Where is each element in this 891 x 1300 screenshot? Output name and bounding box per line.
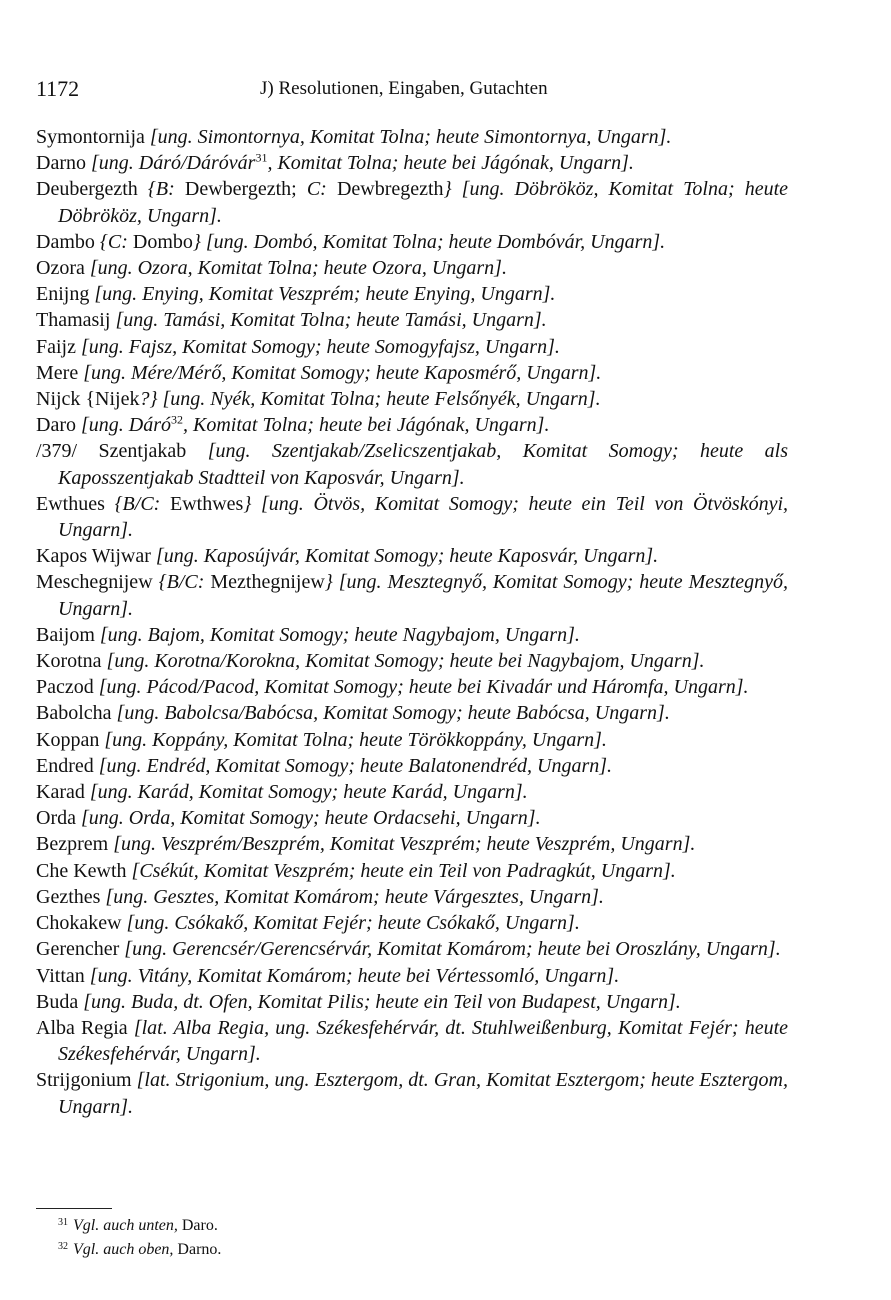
place-name: Strijgonium	[36, 1069, 132, 1092]
editorial-note: [lat. Strigonium, ung. Esztergom, dt. Gran, Komitat Esztergom; heute Esztergom, Ungarn].	[58, 1069, 788, 1118]
footnote-number: 31	[58, 1217, 68, 1228]
place-name: Thamasij	[36, 309, 111, 332]
list-item	[36, 989, 788, 1015]
editorial-note: [ung. Dáró	[80, 414, 171, 437]
list-item	[36, 910, 788, 936]
list-item	[36, 150, 788, 176]
place-name: Ewthues	[36, 492, 105, 515]
place-name: Ozora	[36, 257, 85, 280]
place-name: Orda	[36, 807, 76, 830]
place-name: Darno	[36, 152, 86, 175]
editorial-note: [ung. Endréd, Komitat Somogy; heute Balatonendréd, Ungarn].	[98, 754, 613, 777]
list-item	[36, 438, 788, 490]
variant-reading: Dewbregezth	[336, 178, 444, 201]
place-name: Enijng	[36, 283, 90, 306]
editorial-note: [Csékút, Komitat Veszprém; heute ein Teil von Padragkút, Ungarn].	[131, 859, 676, 882]
editorial-note: [ung. Enying, Komitat Veszprém; heute Enying, Ungarn].	[94, 283, 556, 306]
editorial-note: {C:	[99, 230, 128, 253]
place-name: Baijom	[36, 623, 95, 646]
editorial-note: [ung. Vitány, Komitat Komárom; heute bei Vértessomló, Ungarn].	[89, 964, 620, 987]
place-name: Faijz	[36, 335, 76, 358]
footnote-text: Darno.	[177, 1241, 222, 1258]
variant-reading: Dewbergezth;	[184, 178, 297, 201]
editorial-note: [ung. Dáró/Dáróvár	[90, 152, 256, 175]
editorial-note: [ung. Fajsz, Komitat Somogy; heute Somogyfajsz, Ungarn].	[81, 335, 560, 358]
list-item	[36, 936, 788, 962]
list-item	[36, 700, 788, 726]
list-item	[36, 386, 788, 412]
list-item	[36, 229, 788, 255]
place-name: Gerencher	[36, 938, 120, 961]
place-name: Karad	[36, 781, 85, 804]
list-item	[36, 858, 788, 884]
list-item	[36, 727, 788, 753]
place-name: Alba Regia	[36, 1016, 128, 1039]
list-item	[36, 334, 788, 360]
list-item	[36, 360, 788, 386]
editorial-note: [ung. Kaposújvár, Komitat Somogy; heute Kaposvár, Ungarn].	[155, 545, 659, 568]
list-item	[36, 1015, 788, 1067]
variant-reading: Ewthwes	[170, 492, 244, 515]
editorial-note: [ung. Gesztes, Komitat Komárom; heute Várgesztes, Ungarn].	[105, 885, 604, 908]
editorial-note: [ung. Bajom, Komitat Somogy; heute Nagybajom, Ungarn].	[99, 623, 580, 646]
editorial-note: [ung. Buda, dt. Ofen, Komitat Pilis; heute ein Teil von Budapest, Ungarn].	[83, 990, 681, 1013]
page-number: 1172	[36, 76, 80, 101]
editorial-note: [ung. Karád, Komitat Somogy; heute Karád, Ungarn].	[89, 781, 528, 804]
list-item	[36, 884, 788, 910]
place-name: Endred	[36, 754, 94, 777]
place-name: Bezprem	[36, 833, 109, 856]
editorial-note: , Komitat Tolna; heute bei Jágónak, Ungarn].	[183, 414, 550, 437]
editorial-note: [lat. Alba Regia, ung. Székesfehérvár, dt. Stuhlweißenburg, Komitat Fejér; heute Székesfehérvár, Ungarn].	[58, 1016, 789, 1066]
running-title: J) Resolutionen, Eingaben, Gutachten	[260, 78, 548, 99]
list-item	[36, 753, 788, 779]
footnote-number: 32	[58, 1241, 68, 1252]
place-name: /379/ Szentjakab	[36, 440, 187, 463]
place-name: Chokakew	[36, 912, 122, 935]
place-name: Vittan	[36, 964, 85, 987]
editorial-note: [ung. Ozora, Komitat Tolna; heute Ozora, Ungarn].	[89, 257, 507, 280]
footnote-marker: 32	[171, 412, 183, 427]
footnote	[36, 1212, 636, 1236]
footnote-divider	[36, 1208, 112, 1209]
place-name: Koppan	[36, 728, 100, 751]
list-item	[36, 831, 788, 857]
list-item	[36, 805, 788, 831]
list-item	[36, 648, 788, 674]
list-item	[36, 176, 788, 228]
place-name: Symontornija	[36, 126, 145, 148]
editorial-note: [ung. Babolcsa/Babócsa, Komitat Somogy; heute Babócsa, Ungarn].	[116, 702, 670, 725]
editorial-note: [ung. Koppány, Komitat Tolna; heute Törökkoppány, Ungarn].	[104, 728, 607, 751]
place-name: Mere	[36, 361, 79, 384]
list-item	[36, 255, 788, 281]
list-item	[36, 1067, 788, 1119]
editorial-note: C:	[306, 178, 327, 201]
editorial-note: } [ung. Ötvös, Komitat Somogy; heute ein Teil von Ötvöskónyi, Ungarn].	[58, 492, 789, 542]
footnotes	[36, 1212, 636, 1260]
editorial-note: [ung. Mére/Mérő, Komitat Somogy; heute Kaposmérő, Ungarn].	[83, 361, 602, 384]
footnote-text: Daro.	[181, 1217, 218, 1234]
place-name: Babolcha	[36, 702, 112, 725]
editorial-note: ?} [ung. Nyék, Komitat Tolna; heute Felsőnyék, Ungarn].	[139, 388, 601, 411]
editorial-note: , Komitat Tolna; heute bei Jágónak, Ungarn].	[267, 152, 634, 175]
editorial-note: [ung. Orda, Komitat Somogy; heute Ordacsehi, Ungarn].	[80, 807, 541, 830]
place-name: Nijck	[36, 388, 81, 411]
variant-reading: Mezthegnijew	[210, 571, 325, 594]
editorial-note: [ung. Veszprém/Beszprém, Komitat Veszprém; heute Veszprém, Ungarn].	[113, 833, 696, 856]
editorial-note: } [ung. Mesztegnyő, Komitat Somogy; heute Mesztegnyő, Ungarn].	[58, 571, 789, 620]
editorial-note: [ung. Simontornya, Komitat Tolna; heute Simontornya, Ungarn].	[149, 126, 672, 148]
place-name: Daro	[36, 414, 76, 437]
editorial-note: } [ung. Döbrököz, Komitat Tolna; heute Döbrököz, Ungarn].	[58, 178, 789, 227]
place-name: Deubergezth	[36, 178, 138, 201]
footnote	[36, 1236, 636, 1260]
page-header	[36, 76, 786, 106]
place-name: Korotna	[36, 650, 102, 673]
place-name: Paczod	[36, 676, 94, 699]
place-name: Che Kewth	[36, 859, 127, 882]
list-item	[36, 963, 788, 989]
list-item	[36, 543, 788, 569]
list-item	[36, 569, 788, 621]
editorial-note: {B:	[147, 178, 175, 201]
editorial-note: [ung. Csókakő, Komitat Fejér; heute Csókakő, Ungarn].	[126, 912, 580, 935]
list-item	[36, 307, 788, 333]
list-item	[36, 779, 788, 805]
footnote-marker: 31	[255, 150, 268, 165]
list-item	[36, 622, 788, 648]
editorial-note: {B/C:	[158, 571, 205, 594]
place-name: Meschegnijew	[36, 571, 153, 594]
list-item	[36, 674, 788, 700]
editorial-note: } [ung. Dombó, Komitat Tolna; heute Dombóvár, Ungarn].	[192, 230, 666, 253]
place-name: Buda	[36, 990, 79, 1013]
place-name-list	[36, 124, 788, 1120]
place-name: Kapos Wijwar	[36, 545, 151, 568]
editorial-note: [ung. Korotna/Korokna, Komitat Somogy; heute bei Nagybajom, Ungarn].	[106, 650, 705, 673]
variant-reading: {Nijek	[85, 388, 140, 411]
footnote-note: Vgl. auch unten,	[73, 1217, 178, 1234]
place-name: Dambo	[36, 230, 95, 253]
footnote-note: Vgl. auch oben,	[73, 1241, 174, 1258]
editorial-note: {B/C:	[114, 492, 161, 515]
list-item	[36, 412, 788, 438]
editorial-note: [ung. Pácod/Pacod, Komitat Somogy; heute bei Kivadár und Háromfa, Ungarn].	[98, 676, 749, 699]
editorial-note: [ung. Tamási, Komitat Tolna; heute Tamási, Ungarn].	[115, 309, 547, 332]
list-item	[36, 124, 788, 150]
list-item	[36, 281, 788, 307]
variant-reading: Dombo	[132, 230, 193, 253]
place-name: Gezthes	[36, 885, 101, 908]
list-item	[36, 491, 788, 543]
editorial-note: [ung. Szentjakab/Zselicszentjakab, Komitat Somogy; heute als Kaposszentjakab Stadtteil von Kaposvár, Ungarn].	[58, 440, 789, 489]
editorial-note: [ung. Gerencsér/Gerencsérvár, Komitat Komárom; heute bei Oroszlány, Ungarn].	[124, 938, 781, 961]
